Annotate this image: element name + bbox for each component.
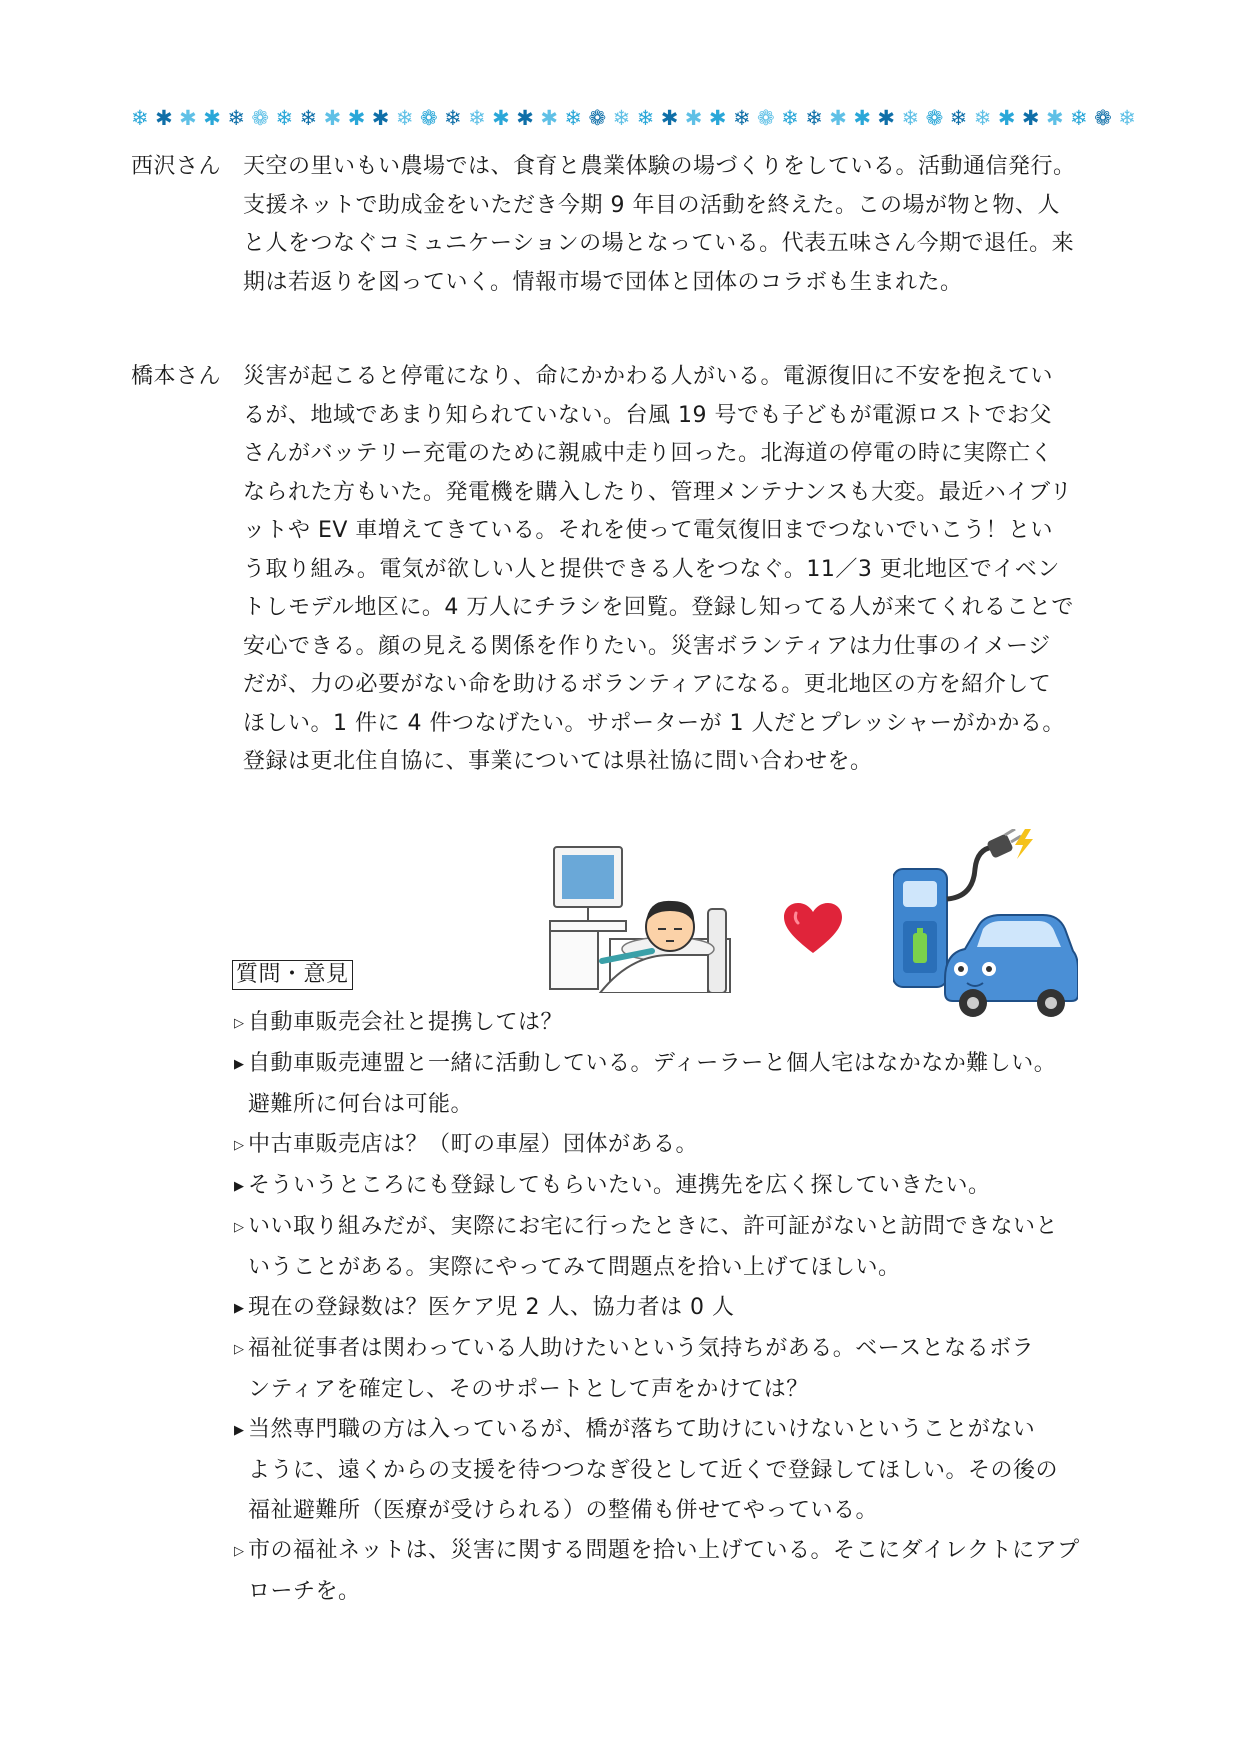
snowflake-icon: ❄ xyxy=(395,106,414,130)
qa-line-text: ンティアを確定し、そのサポートとして声をかけては？ xyxy=(248,1377,809,1402)
snowflake-icon: ❄ xyxy=(564,106,583,130)
qa-line xyxy=(234,1451,1134,1491)
snowflake-icon: ✱ xyxy=(708,106,727,130)
qa-line-text: 自動車販売連盟と一緒に活動している。ディーラーと個人宅はなかなか難しい。 xyxy=(248,1051,1057,1076)
statement-line: 安心できる。顔の見える関係を作りたい。災害ボランティアは力仕事のイメージ xyxy=(243,633,1051,659)
snowflake-icon: ❄ xyxy=(1070,106,1088,130)
snowflake-icon: ❁ xyxy=(419,106,438,130)
open-triangle-icon: ▷ xyxy=(234,1342,245,1357)
snowflake-icon: ✱ xyxy=(1045,106,1064,130)
snowflake-icon: ✱ xyxy=(347,106,366,130)
statement-line: 期は若返りを図っていく。情報市場で団体と団体のコラボも生まれた。 xyxy=(243,269,963,295)
speaker-label: 西沢さん xyxy=(131,154,222,179)
qa-line-text: 福祉従事者は関わっている人助けたいという気持ちがある。ベースとなるボラ xyxy=(248,1336,1035,1361)
qa-line xyxy=(234,1125,1134,1166)
statement-line: と人をつなぐコミュニケーションの場となっている。代表五味さん今期で退任。来 xyxy=(243,231,1075,256)
qa-line xyxy=(234,1166,1134,1207)
filled-triangle-icon: ▶ xyxy=(234,1423,245,1438)
question-item xyxy=(234,1003,1134,1044)
qa-list xyxy=(234,1003,1134,1612)
snowflake-icon: ❁ xyxy=(757,106,775,130)
qa-line-text: 市の福祉ネットは、災害に関する問題を拾い上げている。そこにダイレクトにアプ xyxy=(248,1538,1080,1563)
snowflake-border xyxy=(131,104,1136,132)
snowflake-icon: ❁ xyxy=(1094,106,1112,130)
question-item xyxy=(234,1531,1134,1612)
snowflake-icon: ✱ xyxy=(853,106,871,130)
snowflake-icon: ❄ xyxy=(131,106,149,130)
snowflake-icon: ✱ xyxy=(877,106,896,130)
qa-line xyxy=(234,1572,1134,1612)
snowflake-icon: ❄ xyxy=(1118,106,1136,130)
qa-line xyxy=(234,1410,1134,1451)
qa-section-title: 質問・意見 xyxy=(232,960,353,990)
statement-line: 登録は更北住自協に、事業については県社協に問い合わせを。 xyxy=(243,749,873,774)
snowflake-icon: ✱ xyxy=(1021,106,1040,130)
answer-item xyxy=(234,1288,1134,1329)
snowflake-icon: ❄ xyxy=(444,106,462,130)
snowflake-icon: ✱ xyxy=(997,106,1016,130)
statement-line: 災害が起こると停電になり、命にかかわる人がいる。電源復旧に不安を抱えてい xyxy=(243,364,1054,389)
open-triangle-icon: ▷ xyxy=(234,1016,245,1031)
snowflake-icon: ❄ xyxy=(732,106,751,130)
qa-line xyxy=(234,1491,1134,1531)
snowflake-icon: ❄ xyxy=(781,106,799,130)
qa-line-text: 当然専門職の方は入っているが、橋が落ちて助けにいけないということがない xyxy=(248,1417,1036,1442)
qa-line-text: 避難所に何台は可能。 xyxy=(248,1092,474,1117)
statement-line: ットや EV 車増えてきている。それを使って電気復旧までつないでいこう！とい xyxy=(243,518,1053,543)
qa-line-text: いうことがある。実際にやってみて問題点を拾い上げてほしい。 xyxy=(248,1255,901,1280)
question-item xyxy=(234,1207,1134,1288)
snowflake-icon: ✱ xyxy=(203,106,221,130)
qa-line-text: 現在の登録数は？医ケア児 2 人、協力者は 0 人 xyxy=(248,1295,735,1320)
qa-line xyxy=(234,1329,1134,1370)
qa-line-text: ローチを。 xyxy=(248,1579,361,1604)
qa-line xyxy=(234,1085,1134,1125)
open-triangle-icon: ▷ xyxy=(234,1138,245,1153)
filled-triangle-icon: ▶ xyxy=(234,1179,245,1194)
snowflake-icon: ❄ xyxy=(227,106,245,130)
ev-charger-car-icon xyxy=(893,829,1078,1027)
snowflake-icon: ✱ xyxy=(660,106,679,130)
qa-line-text: 自動車販売会社と提携しては？ xyxy=(248,1010,564,1035)
statement-text xyxy=(243,358,1123,782)
snowflake-icon: ❁ xyxy=(588,106,607,130)
qa-line xyxy=(234,1248,1134,1288)
hospital-bed-patient-icon xyxy=(540,843,735,993)
statement-line: さんがバッテリー充電のために親戚中走り回った。北海道の停電の時に実際亡く xyxy=(243,441,1054,466)
qa-line xyxy=(234,1370,1134,1410)
qa-line-text: 福祉避難所（医療が受けられる）の整備も併せてやっている。 xyxy=(248,1498,879,1523)
answer-item xyxy=(234,1410,1134,1531)
snowflake-icon: ❄ xyxy=(468,106,486,130)
statement-line: 支援ネットで助成金をいただき今期 9 年目の活動を終えた。この場が物と物、人 xyxy=(243,192,1060,218)
open-triangle-icon: ▷ xyxy=(234,1544,245,1559)
qa-line-text: いい取り組みだが、実際にお宅に行ったときに、許可証がないと訪問できないと xyxy=(248,1214,1059,1239)
snowflake-icon: ✱ xyxy=(540,106,558,130)
answer-item xyxy=(234,1044,1134,1125)
snowflake-icon: ✱ xyxy=(516,106,534,130)
snowflake-icon: ❁ xyxy=(925,106,944,130)
statement-line: ほしい。1 件に 4 件つなげたい。サポーターが 1 人だとプレッシャーがかかる。 xyxy=(243,710,1065,736)
snowflake-icon: ❄ xyxy=(805,106,823,130)
snowflake-icon: ❁ xyxy=(251,106,269,130)
qa-line xyxy=(234,1044,1134,1085)
statement-line: トしモデル地区に。4 万人にチラシを回覧。登録し知ってる人が来てくれることで xyxy=(243,595,1074,620)
qa-line-text: ように、遠くからの支援を待つつなぎ役として近くで登録してほしい。その後の xyxy=(248,1458,1059,1483)
snowflake-icon: ✱ xyxy=(684,106,703,130)
filled-triangle-icon: ▶ xyxy=(234,1301,245,1316)
snowflake-icon: ❄ xyxy=(636,106,655,130)
filled-triangle-icon: ▶ xyxy=(234,1057,245,1072)
qa-line-text: 中古車販売店は？（町の車屋）団体がある。 xyxy=(248,1132,699,1157)
qa-line xyxy=(234,1531,1134,1572)
snowflake-icon: ✱ xyxy=(323,106,342,130)
snowflake-icon: ✱ xyxy=(179,106,197,130)
open-triangle-icon: ▷ xyxy=(234,1220,245,1235)
snowflake-icon: ✱ xyxy=(492,106,510,130)
statement-line: るが、地域であまり知られていない。台風 19 号でも子どもが電源ロストでお父 xyxy=(243,402,1052,428)
statement-line: だが、力の必要がない命を助けるボランティアになる。更北地区の方を紹介して xyxy=(243,672,1052,697)
qa-line xyxy=(234,1288,1134,1329)
snowflake-icon: ✱ xyxy=(155,106,173,130)
statement-text xyxy=(243,148,1123,302)
snowflake-icon: ❄ xyxy=(973,106,992,130)
snowflake-icon: ❄ xyxy=(275,106,294,130)
snowflake-icon: ✱ xyxy=(371,106,390,130)
statement-line: う取り組み。電気が欲しい人と提供できる人をつなぐ。11／3 更北地区でイベン xyxy=(243,556,1060,582)
heart-icon xyxy=(784,903,842,955)
statement-line: 天空の里いもい農場では、食育と農業体験の場づくりをしている。活動通信発行。 xyxy=(243,154,1076,179)
snowflake-icon: ❄ xyxy=(901,106,920,130)
snowflake-icon: ✱ xyxy=(829,106,847,130)
snowflake-icon: ❄ xyxy=(949,106,968,130)
qa-line-text: そういうところにも登録してもらいたい。連携先を広く探していきたい。 xyxy=(248,1173,991,1198)
question-item xyxy=(234,1125,1134,1166)
statement-line: なられた方もいた。発電機を購入したり、管理メンテナンスも大変。最近ハイブリ xyxy=(243,479,1073,505)
qa-line xyxy=(234,1207,1134,1248)
qa-line xyxy=(234,1003,1134,1044)
speaker-label: 橋本さん xyxy=(131,364,222,389)
snowflake-icon: ❄ xyxy=(299,106,318,130)
snowflake-icon: ❄ xyxy=(612,106,631,130)
question-item xyxy=(234,1329,1134,1410)
answer-item xyxy=(234,1166,1134,1207)
